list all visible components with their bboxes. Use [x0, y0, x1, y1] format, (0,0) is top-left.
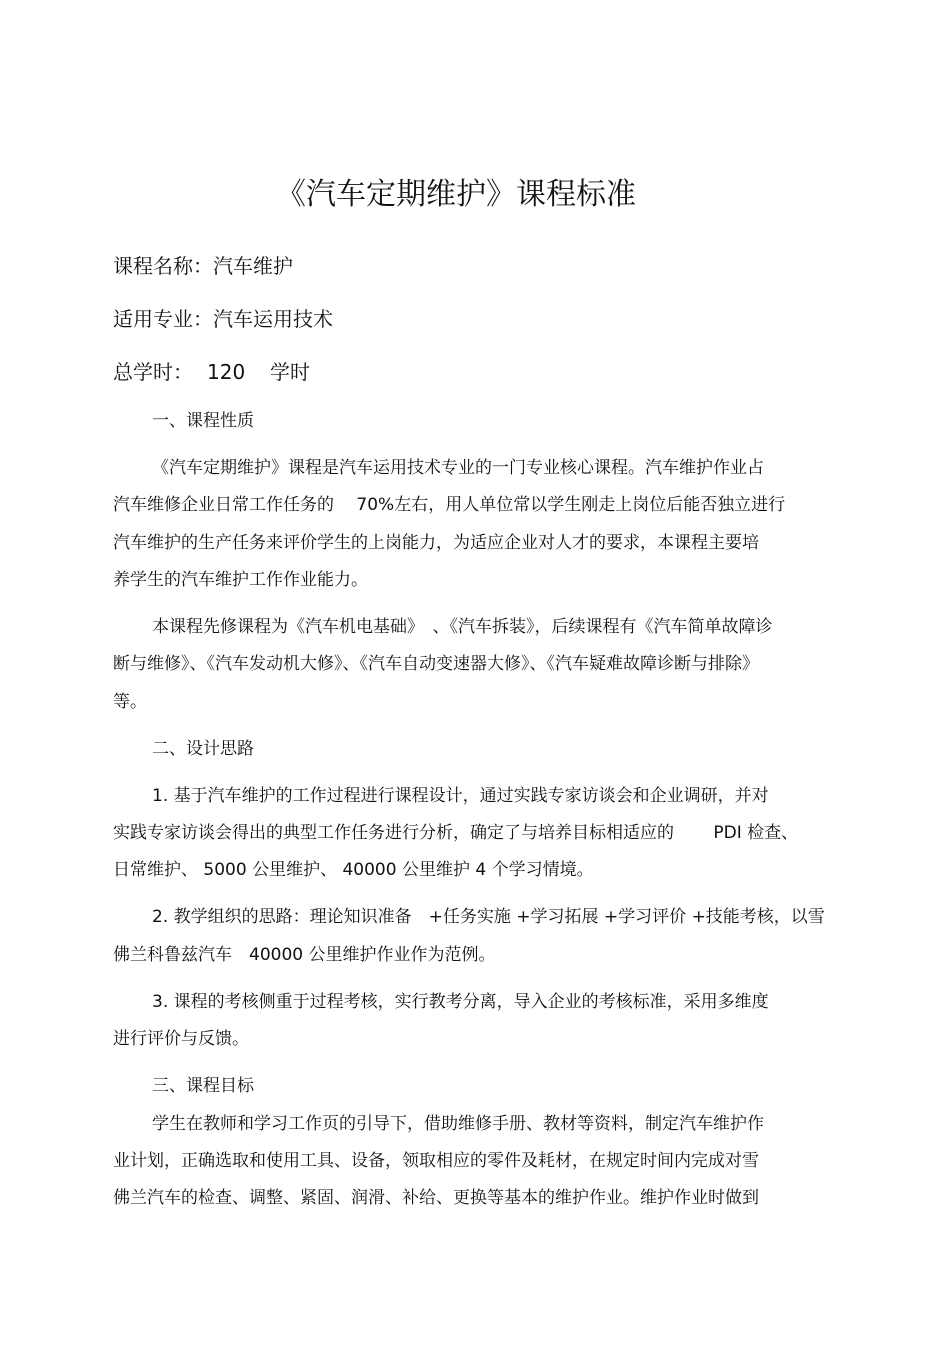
paragraph-line: 1. 基于汽车维护的工作过程进行课程设计，通过实践专家访谈会和企业调研，并对	[152, 786, 769, 806]
paragraph-line: 本课程先修课程为《汽车机电基础》 、《汽车拆装》，后续课程有《汽车简单故障诊	[152, 617, 773, 637]
paragraph-line: 2. 教学组织的思路：理论知识准备 +任务实施 +学习拓展 +学习评价 +技能考核，以雪	[152, 907, 825, 927]
paragraph-line: 等。	[113, 692, 147, 712]
paragraph-line: 养学生的汽车维护工作作业能力。	[113, 570, 368, 590]
paragraph-line: 3. 课程的考核侧重于过程考核，实行教考分离，导入企业的考核标准，采用多维度	[152, 992, 769, 1012]
paragraph-line: 断与维修》、《汽车发动机大修》、《汽车自动变速器大修》、《汽车疑难故障诊断与排除》	[113, 654, 759, 674]
total-hours-value: 120	[207, 360, 246, 384]
paragraph-line: 汽车维护的生产任务来评价学生的上岗能力，为适应企业对人才的要求，本课程主要培	[113, 533, 759, 553]
paragraph-line: 实践专家访谈会得出的典型工作任务进行分析，确定了与培养目标相适应的 PDI 检查、	[113, 823, 799, 843]
course-name: 课程名称：汽车维护	[113, 254, 293, 278]
applicable-major: 适用专业：汽车运用技术	[113, 307, 333, 331]
total-hours-label: 总学时：	[113, 360, 193, 384]
paragraph-line: 佛兰科鲁兹汽车 40000 公里维护作业作为范例。	[113, 945, 496, 965]
paragraph-line: 佛兰汽车的检查、调整、紧固、润滑、补给、更换等基本的维护作业。维护作业时做到	[113, 1188, 759, 1208]
section-heading-design: 二、设计思路	[152, 739, 254, 759]
paragraph-line: 业计划，正确选取和使用工具、设备，领取相应的零件及耗材，在规定时间内完成对雪	[113, 1151, 759, 1171]
paragraph-line: 进行评价与反馈。	[113, 1029, 249, 1049]
paragraph-line: 《汽车定期维护》课程是汽车运用技术专业的一门专业核心课程。汽车维护作业占	[152, 458, 764, 478]
paragraph-line: 汽车维修企业日常工作任务的 70%左右，用人单位常以学生刚走上岗位后能否独立进行	[113, 495, 786, 515]
document-title: 《汽车定期维护》课程标准	[276, 177, 636, 212]
paragraph-line: 日常维护、 5000 公里维护、 40000 公里维护 4 个学习情境。	[113, 860, 594, 880]
paragraph-line: 学生在教师和学习工作页的引导下，借助维修手册、教材等资料，制定汽车维护作	[152, 1114, 764, 1134]
section-heading-objectives: 三、课程目标	[152, 1076, 254, 1096]
total-hours-unit: 学时	[270, 360, 310, 384]
section-heading-nature: 一、课程性质	[152, 411, 254, 431]
